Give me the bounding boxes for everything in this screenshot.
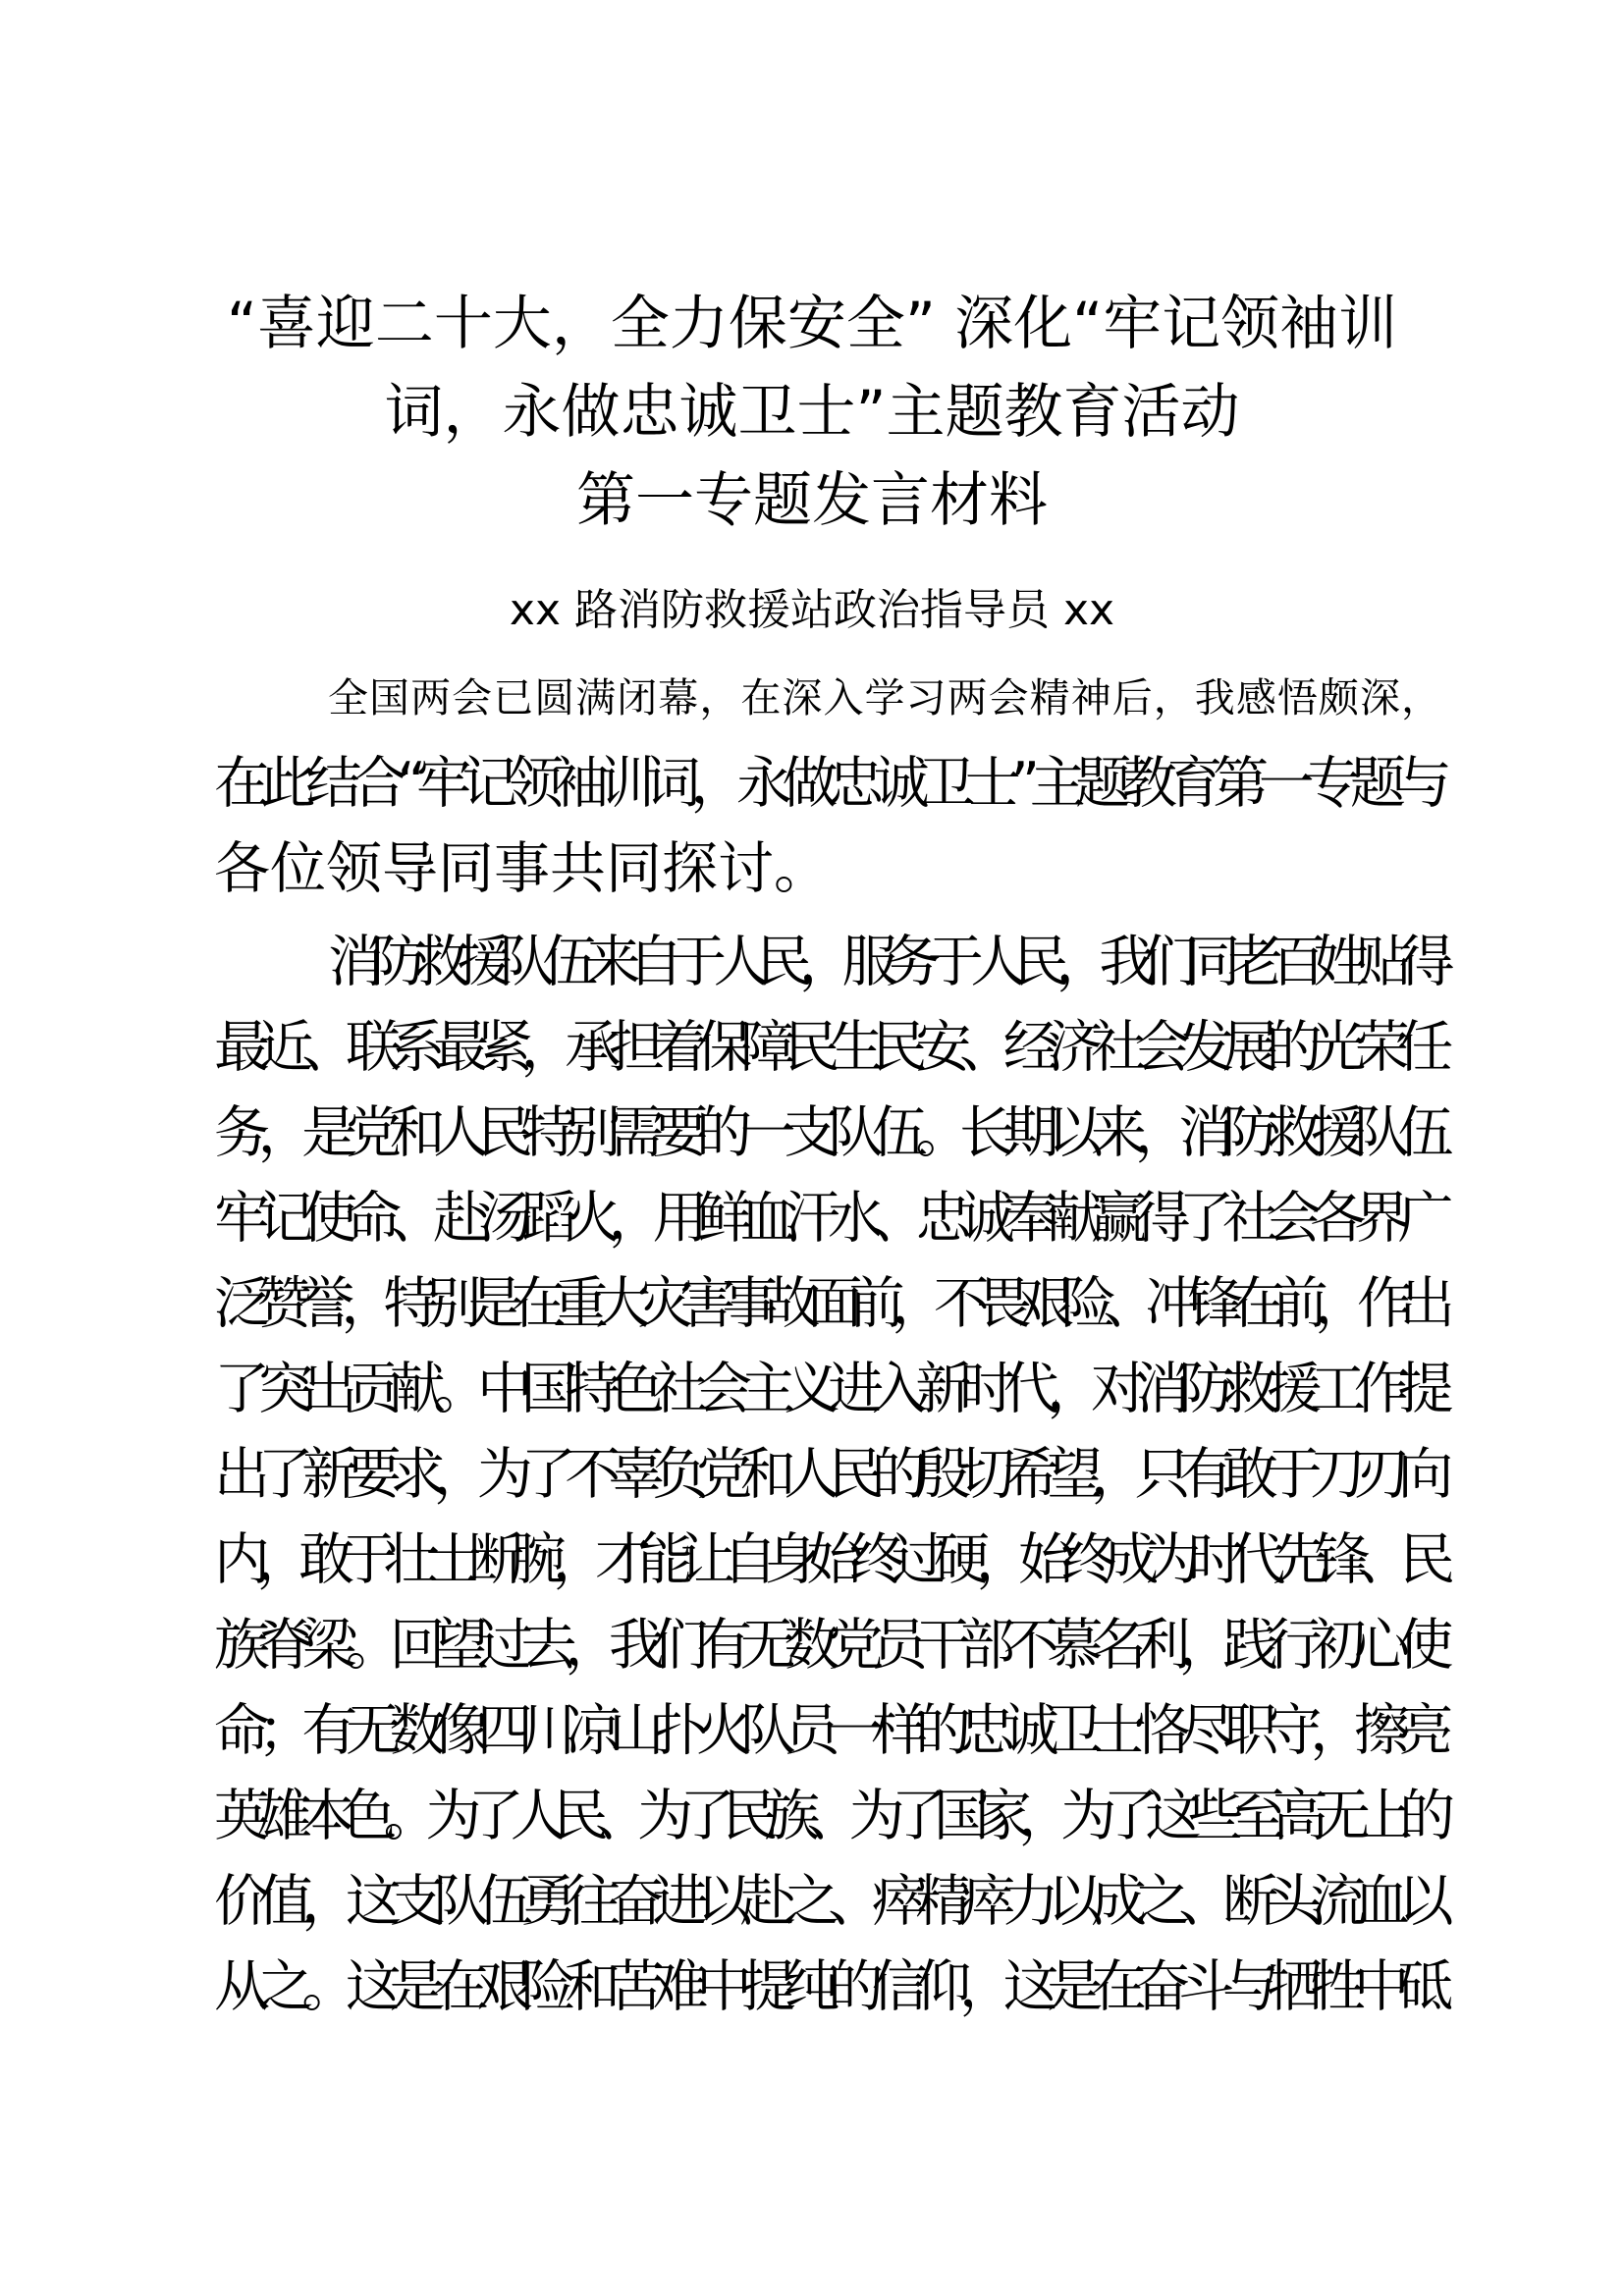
paragraph-line: 族脊梁。回望过去，我们有无数党员干部不慕名利，践行初心使 <box>214 1613 1441 1678</box>
title-line: 词，永做忠诚卫士”主题教育活动 <box>384 378 1240 447</box>
title-line: “喜迎二十大，全力保安全” 深化“牢记领袖训 <box>226 290 1398 358</box>
paragraph-line: 英雄本色。为了人民、为了民族、为了国家，为了这些至高无上的 <box>214 1784 1441 1848</box>
paragraph-line: 出了新要求，为了不辜负党和人民的殷切希望，只有敢于刀刃向 <box>214 1442 1441 1507</box>
paragraph-line: 各位领导同事共同探讨。 <box>214 836 830 901</box>
paragraph <box>214 920 1441 2030</box>
paragraph-line: 泛赞誉，特别是在重大灾害事故面前，不畏艰险、冲锋在前，作出 <box>214 1271 1441 1336</box>
paragraph-line: 最近、联系最紧，承担着保障民生民安、经济社会发展的光荣任 <box>214 1015 1441 1080</box>
paragraph-line: 牢记使命、赴汤蹈火，用鲜血汗水、忠诚奉献赢得了社会各界广 <box>214 1186 1441 1251</box>
document-body <box>214 656 1441 2038</box>
author-line: xx 路消防救援站政治指导员 xx <box>509 585 1115 635</box>
title-line: 第一专题发言材料 <box>576 466 1048 535</box>
paragraph-line: 在此结合“牢记领袖训词，永做忠诚卫士”主题教育第一专题与 <box>214 751 1441 816</box>
paragraph-line: 务，是党和人民特别需要的一支队伍。长期以来，消防救援队伍 <box>214 1100 1441 1165</box>
paragraph-line: 内，敢于壮士断腕，才能让自身始终过硬，始终成为时代先锋、民 <box>214 1527 1441 1592</box>
paragraph-line: 消防救援队伍来自于人民，服务于人民，我们同老百姓贴得 <box>328 930 1441 994</box>
paragraph-line: 从之。这是在艰险和苦难中提纯的信仰，这是在奋斗与牺牲中砥 <box>214 1954 1441 2019</box>
paragraph-line: 命；有无数像四川凉山扑火队员一样的忠诚卫士恪尽职守，擦亮 <box>214 1698 1441 1763</box>
paragraph-line: 全国两会已圆满闭幕，在深入学习两会精神后，我感悟颇深， <box>328 674 1441 721</box>
paragraph <box>214 656 1441 912</box>
paragraph-line: 价值，这支队伍勇往奋进以赴之、瘁精瘁力以成之、断头流血以 <box>214 1869 1441 1934</box>
paragraph-line: 了突出贡献。中国特色社会主义进入新时代，对消防救援工作提 <box>214 1357 1441 1421</box>
document-title <box>174 280 1450 545</box>
